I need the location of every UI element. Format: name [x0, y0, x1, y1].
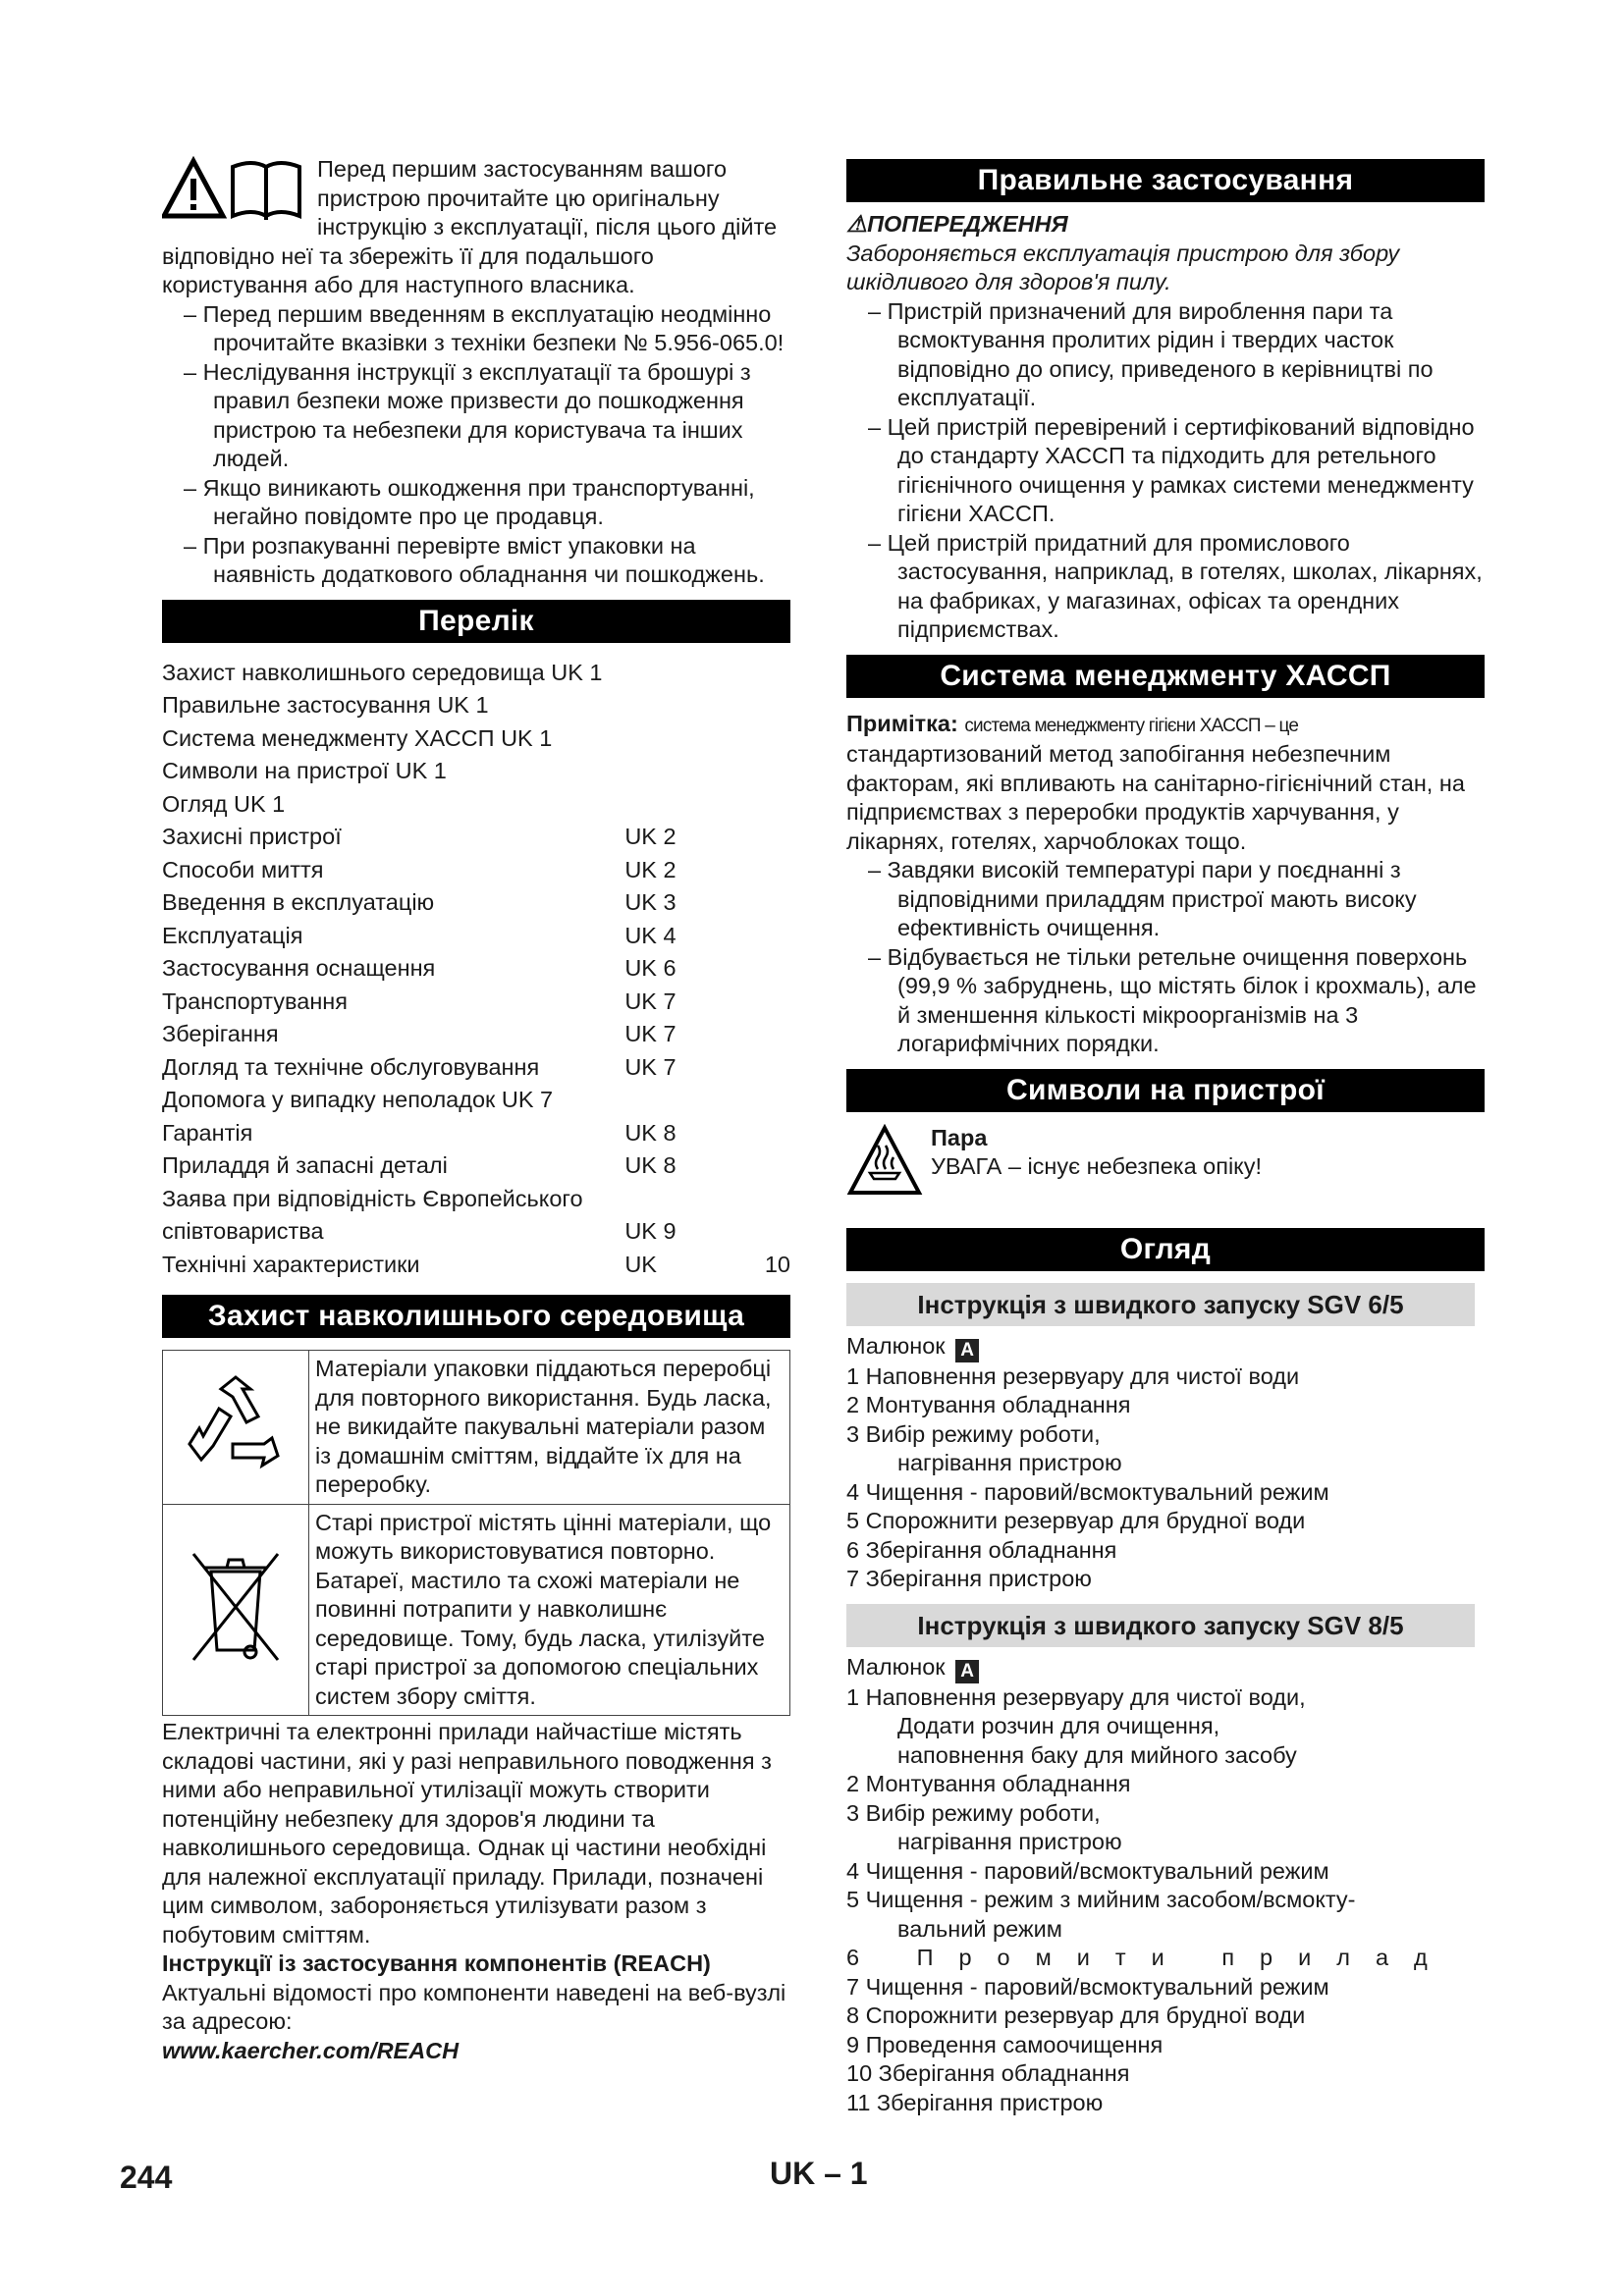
intro-item: – При розпакуванні перевірте вміст упаковки на наявність додаткового обладнання чи пошкоджень.	[162, 532, 790, 590]
sgv8-step: 2 Монтування обладнання	[846, 1771, 1131, 1796]
haccp-item: – Відбувається не тільки ретельне очищення поверхонь (99,9 % забруднень, що містять білок і крохмаль), але й зменшення кількості мікроорганізмів на 3 логарифмічних порядки.	[846, 943, 1485, 1059]
sgv8-step: 7 Чищення - паровий/всмоктувальний режим	[846, 1973, 1329, 2000]
environment-heading: Захист навколишнього середовища	[162, 1295, 790, 1338]
toc-row[interactable]: Захист навколишнього середовища UK 1	[162, 659, 603, 685]
steam-hot-icon	[846, 1124, 925, 1199]
right-column	[846, 159, 1485, 2117]
warning-label: ⚠ПОПЕРЕДЖЕННЯ	[846, 211, 1068, 237]
sgv8-step: 4 Чищення - паровий/всмоктувальний режим	[846, 1857, 1329, 1884]
sgv8-step: 11 Зберігання пристрою	[846, 2089, 1104, 2115]
haccp-item: – Завдяки високій температурі пари у поєднанні з відповідними приладдям пристрої мають високу ефективність очищення.	[846, 856, 1485, 943]
sgv8-step: наповнення баку для мийного засобу	[897, 1741, 1297, 1768]
reach-title: Інструкції із застосування компонентів (REACH)	[162, 1950, 711, 1976]
reach-link[interactable]: www.kaercher.com/REACH	[162, 2037, 460, 2063]
toc-row[interactable]: Допомога у випадку неполадок UK 7	[162, 1087, 554, 1112]
toc-row[interactable]: Технічні характеристики UK 10	[162, 1251, 790, 1277]
recycle-icon	[163, 1351, 309, 1505]
sgv6-step: нагрівання пристрою	[897, 1450, 1122, 1475]
intro-block	[162, 155, 790, 300]
toc-row[interactable]: Зберігання UK 7	[162, 1021, 677, 1046]
haccp-heading: Система менеджменту ХАССП	[846, 655, 1485, 698]
sgv8-step: 1 Наповнення резервуару для чистої води,	[846, 1683, 1306, 1710]
sgv6-step: 7 Зберігання пристрою	[846, 1566, 1092, 1591]
environment-table	[162, 1350, 790, 1716]
toc-row[interactable]: Система менеджменту ХАССП UK 1	[162, 724, 553, 751]
intro-item: – Неслідування інструкції з експлуатації та брошурі з правил безпеки може призвести до пошкодження пристрою та небезпеки для користувача та інших людей.	[162, 358, 790, 474]
toc-row[interactable]: Транспортування UK 7	[162, 988, 677, 1014]
symbols-heading: Символи на пристрої	[846, 1069, 1485, 1112]
sgv8-step: 10 Зберігання обладнання	[846, 2060, 1130, 2086]
sgv6-heading: Інструкція з швидкого запуску SGV 6/5	[846, 1283, 1475, 1326]
old-devices-text: Старі пристрої містять цінні матеріали, що можуть використовуватися повторно. Батареї, мастило та схожі матеріали не повинні потрапити у навколишнє середовище. Тому, будь ласка, утилізуйте старі пристрої за допомогою спеціальних систем збору сміття.	[309, 1504, 790, 1716]
proper-use-item: – Цей пристрій перевірений і сертифікований відповідно до стандарту ХАССП та підходить для ретельного гігієнічного очищення у рамках системи менеджменту гігієни ХАССП.	[846, 413, 1485, 529]
left-column	[162, 155, 790, 2065]
haccp-note: Примітка: система менеджменту гігієни ХАССП – це	[846, 710, 1299, 736]
warning-triangle-icon: ⚠	[846, 211, 868, 237]
toc-row[interactable]: Огляд UK 1	[162, 790, 286, 817]
toc-row[interactable]: співтовариства UK 9	[162, 1218, 677, 1244]
steam-symbol-row	[846, 1124, 1485, 1199]
sgv8-step: 8 Спорожнити резервуар для брудної води	[846, 2002, 1306, 2028]
sgv6-step: 6 Зберігання обладнання	[846, 1536, 1117, 1563]
intro-item: – Якщо виникають ошкодження при транспортуванні, негайно повідомте про це продавця.	[162, 474, 790, 532]
sgv6-step: 1 Наповнення резервуару для чистої води	[846, 1362, 1300, 1389]
toc-row[interactable]: Гарантія UK 8	[162, 1119, 677, 1146]
haccp-note-text: стандартизований метод запобігання небезпечним факторам, які впливають на санітарно-гігієнічний стан, на підприємствах з переробки продуктів харчування, у лікарнях, готелях, харчоблоках тощо.	[846, 741, 1465, 854]
sgv6-figure: Малюнок A	[846, 1332, 1485, 1362]
intro-item: – Перед першим введенням в експлуатацію неодмінно прочитайте вказівки з техніки безпеки № 5.956-065.0!	[162, 300, 790, 358]
sgv8-step: 6 Промити прилад	[846, 1945, 1453, 1970]
proper-use-item: – Пристрій призначений для вироблення пари та всмоктування пролитих рідин і твердих часток відповідно до опису, приведеного в керівництві по експлуатації.	[846, 297, 1485, 413]
toc-row[interactable]: Правильне застосування UK 1	[162, 692, 489, 718]
sgv8-step: 3 Вибір режиму роботи,	[846, 1799, 1101, 1826]
proper-use-heading: Правильне застосування	[846, 159, 1485, 202]
toc-row[interactable]: Захисні пристрої UK 2	[162, 824, 677, 849]
sgv6-step: 4 Чищення - паровий/всмоктувальний режим	[846, 1478, 1329, 1505]
page-number: 244	[120, 2160, 173, 2195]
warning-manual-icon	[162, 155, 307, 224]
proper-use-item: – Цей пристрій придатний для промислового застосування, наприклад, в готелях, школах, лікарнях, на фабриках, у магазинах, офісах та орендних підприємствах.	[846, 529, 1485, 645]
toc-list	[162, 657, 790, 1282]
sgv8-heading: Інструкція з швидкого запуску SGV 8/5	[846, 1604, 1475, 1647]
sgv8-step: нагрівання пристрою	[897, 1829, 1122, 1854]
sgv8-step: Додати розчин для очищення,	[897, 1713, 1220, 1738]
steam-warning: УВАГА – існує небезпека опіку!	[931, 1153, 1263, 1179]
sgv6-step: 2 Монтування обладнання	[846, 1392, 1131, 1417]
sgv8-step: вальний режим	[897, 1915, 1062, 1942]
toc-row[interactable]: Догляд та технічне обслуговування UK 7	[162, 1053, 677, 1080]
sgv8-step: 5 Чищення - режим з мийним засобом/всмокту-	[846, 1887, 1356, 1912]
toc-row[interactable]: Заява при відповідність Європейського	[162, 1185, 583, 1211]
figure-a-badge: A	[955, 1660, 979, 1683]
section-page-label: UK – 1	[770, 2156, 868, 2191]
steam-label: Пара	[931, 1124, 988, 1150]
warning-text: Забороняється експлуатація пристрою для збору шкідливого для здоров'я пилу.	[846, 240, 1400, 294]
toc-row[interactable]: Експлуатація UK 4	[162, 922, 677, 948]
toc-heading: Перелік	[162, 600, 790, 643]
intro-text: Перед першим застосуванням вашого пристрою прочитайте цю оригінальну інструкцію з експлуатації, після цього дійте відповідно неї та збережіть її для подальшого користування або для наступного власника.	[162, 156, 778, 297]
toc-row[interactable]: Застосування оснащення UK 6	[162, 955, 677, 981]
figure-a-badge: A	[955, 1339, 979, 1362]
sgv6-step: 3 Вибір режиму роботи,	[846, 1420, 1101, 1447]
toc-row[interactable]: Приладдя й запасні деталі UK 8	[162, 1152, 677, 1178]
sgv6-step: 5 Спорожнити резервуар для брудної води	[846, 1508, 1306, 1533]
toc-row[interactable]: Введення в експлуатацію UK 3	[162, 889, 677, 915]
sgv8-figure: Малюнок A	[846, 1653, 1485, 1683]
sgv8-step: 9 Проведення самоочищення	[846, 2031, 1164, 2057]
packaging-text: Матеріали упаковки піддаються переробці для повторного використання. Будь ласка, не викидайте пакувальні матеріали разом із домашнім сміттям, віддайте їх для на переробку.	[309, 1351, 790, 1505]
electronics-paragraph: Електричні та електронні прилади найчастіше містять складові частини, які у разі неправильного поводження з ними або неправильної утилізації можуть створити потенційну небезпеку для здоров'я людини та навколишнього середовища. Однак ці частини необхідні для належної експлуатації приладу. Прилади, позначені цим символом, забороняється утилізувати разом з побутовим сміттям.	[162, 1719, 772, 1948]
overview-heading: Огляд	[846, 1228, 1485, 1271]
crossed-bin-icon	[163, 1504, 309, 1716]
toc-row[interactable]: Способи миття UK 2	[162, 856, 677, 882]
toc-row[interactable]: Символи на пристрої UK 1	[162, 758, 447, 783]
reach-text: Актуальні відомості про компоненти наведені на веб-вузлі за адресою:	[162, 1979, 786, 2034]
